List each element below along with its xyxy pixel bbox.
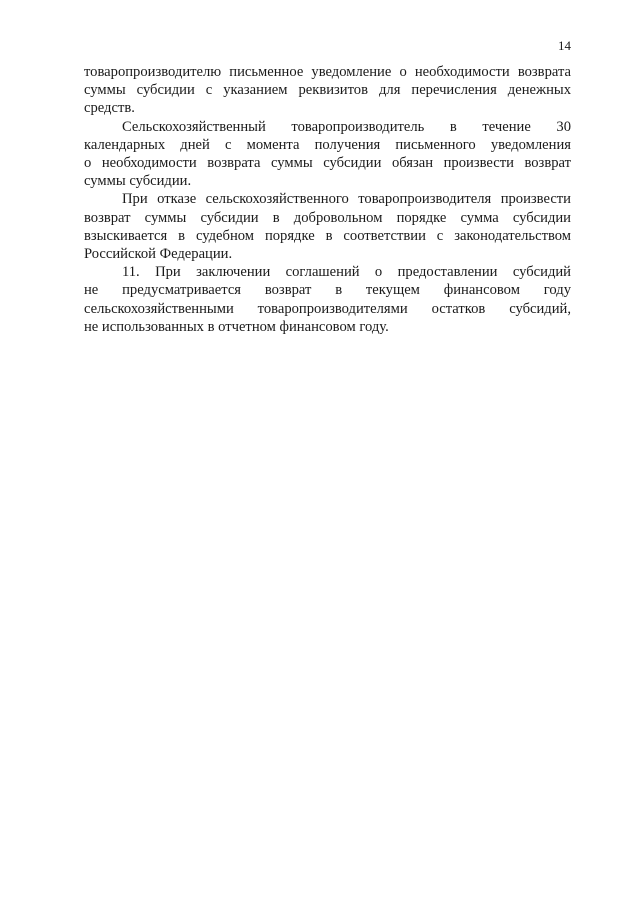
text-line: календарных дней с момента получения письменного уведомления (84, 136, 571, 153)
text-line: 11. При заключении соглашений о предоставлении субсидий (122, 264, 571, 281)
text-line: суммы субсидии. (84, 173, 192, 190)
paragraph-item-11 (84, 263, 571, 336)
paragraph-return-notice (84, 63, 571, 118)
text-line: возврат суммы субсидии в добровольном порядке сумма субсидии (84, 209, 571, 226)
text-line: суммы субсидии с указанием реквизитов для перечисления денежных (84, 82, 571, 99)
text-line: не использованных в отчетном финансовом году. (84, 318, 389, 335)
text-line: взыскивается в судебном порядке в соответствии с законодательством (84, 227, 571, 244)
text-line: не предусматривается возврат в текущем финансовом году (84, 282, 571, 299)
text-line: сельскохозяйственными товаропроизводителями остатков субсидий, (84, 300, 571, 317)
text-line: средств. (84, 100, 135, 117)
text-line: При отказе сельскохозяйственного товаропроизводителя произвести (122, 191, 571, 208)
page-number: 14 (558, 38, 571, 53)
paragraph-return-deadline (84, 118, 571, 191)
text-line: о необходимости возврата суммы субсидии обязан произвести возврат (84, 155, 571, 172)
text-line: товаропроизводителю письменное уведомление о необходимости возврата (84, 64, 571, 80)
paragraph-refusal-recovery (84, 190, 571, 263)
text-line: Сельскохозяйственный товаропроизводитель в течение 30 (122, 118, 571, 135)
document-body (84, 63, 571, 336)
text-line: Российской Федерации. (84, 246, 233, 263)
